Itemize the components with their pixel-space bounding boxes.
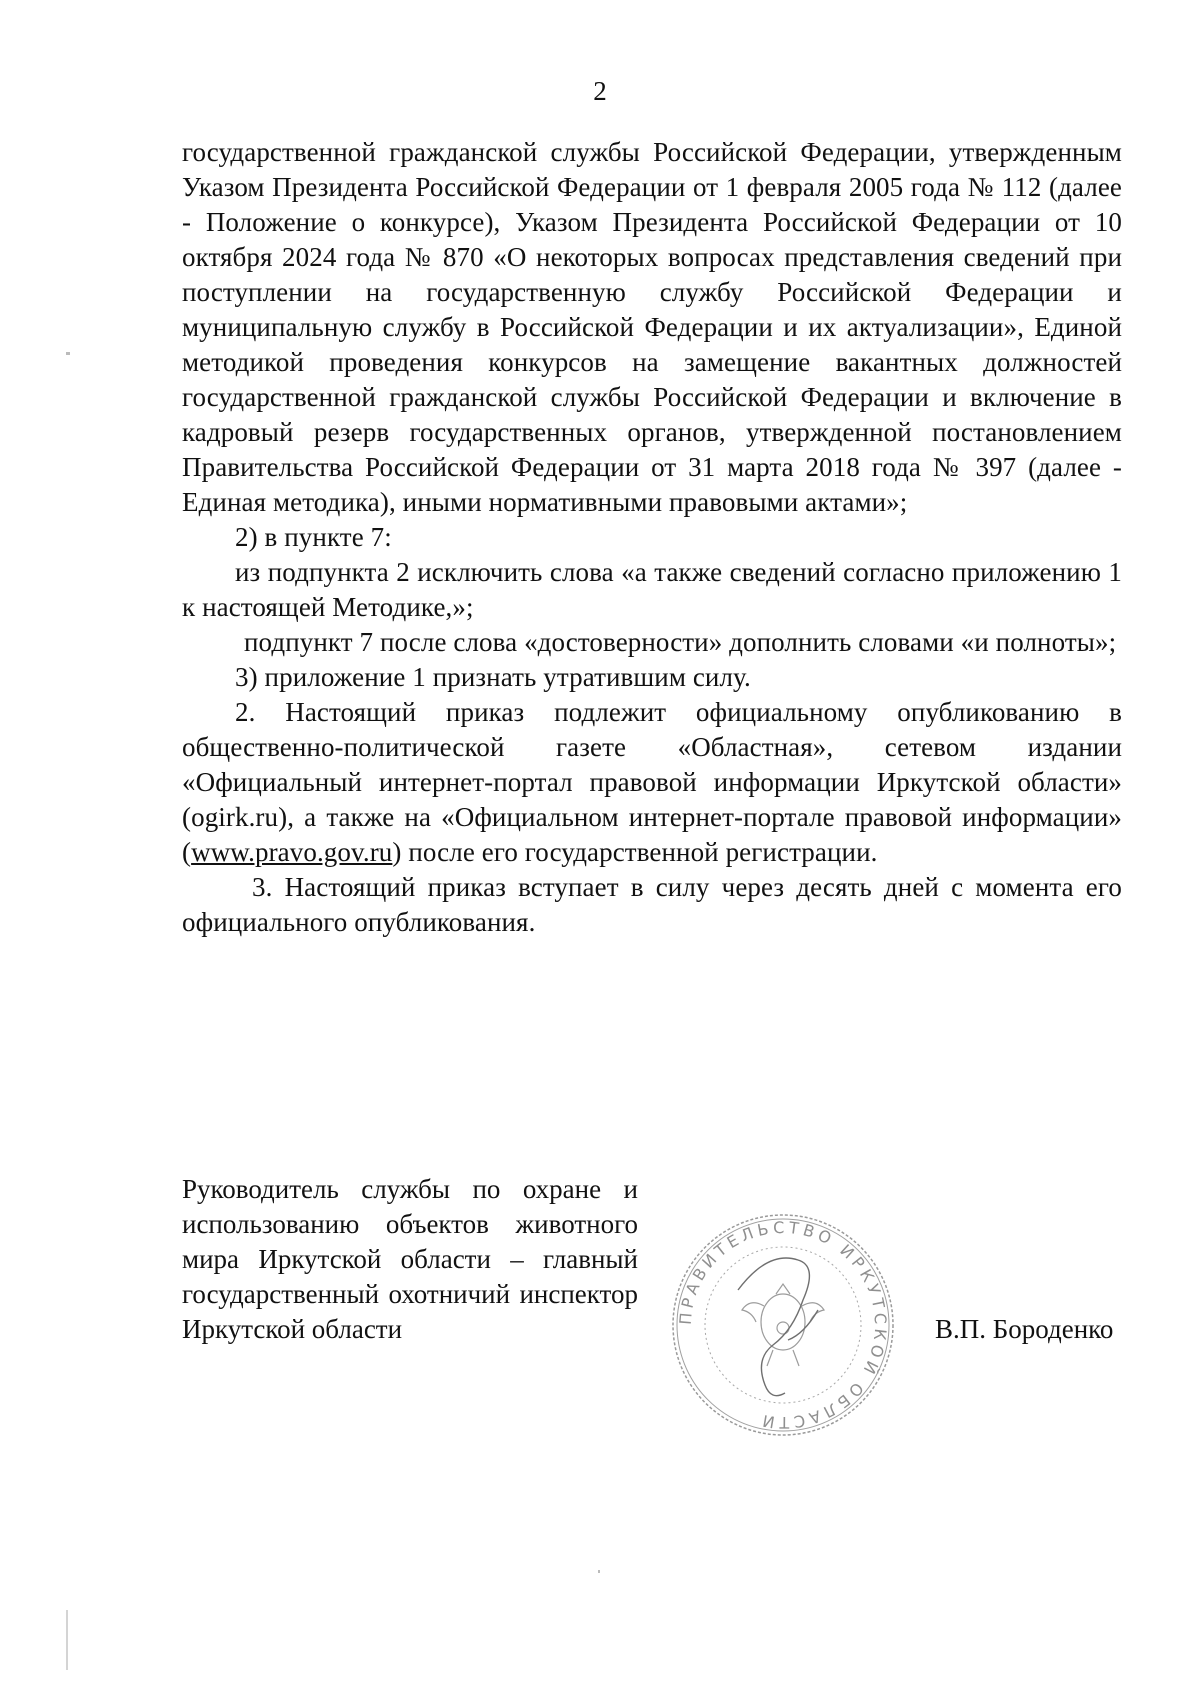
publication-text-after: ) после его государственной регистрации. [392,837,878,867]
scan-speck [66,352,70,355]
paragraph-item-3: 3) приложение 1 признать утратившим силу. [235,662,751,692]
page-number: 2 [593,76,607,106]
paragraph-item-2: 2) в пункте 7: [235,522,392,552]
document-body [182,135,1122,940]
paragraph-subitem-7: подпункт 7 после слова «достоверности» дополнить словами «и полноты»; [244,627,1117,657]
official-seal-icon [668,1210,898,1440]
scan-edge-mark [66,1610,68,1670]
signatory-title: Руководитель службы по охране и использованию объектов животного мира Иркутской области – главный государственный охотничий инспектор Иркутской области [182,1174,638,1344]
seal-ring-text: ПРАВИТЕЛЬСТВО ИРКУТСКОЙ ОБЛАСТИ [675,1217,891,1433]
paragraph-effective-date: 3. Настоящий приказ вступает в силу через десять дней с момента его официального опубликования. [182,872,1122,937]
scan-speck [598,1570,600,1573]
publication-text-before: 2. Настоящий приказ подлежит официальному опубликованию в общественно-политической газете «Областная», сетевом издании «Официальный интернет-портал правовой информации Иркутской области» (ogirk.ru), а также на «Официальном интернет-портале правовой информации» ( [182,697,1122,867]
paragraph-subitem-2: из подпункта 2 исключить слова «а также сведений согласно приложению 1 к настоящей Методике,»; [182,557,1122,622]
signatory-name: В.П. Бороденко [935,1314,1114,1344]
paragraph-continuation: государственной гражданской службы Российской Федерации, утвержденным Указом Президента Российской Федерации от 1 февраля 2005 года № 112 (далее - Положение о конкурсе), Указом Президента Российской Федерации от 10 октября 2024 года № 870 «О некоторых вопросах представления сведений при поступлении на государственную службу Российской Федерации и муниципальную службу в Российской Федерации и их актуализации», Единой методикой проведения конкурсов на замещение вакантных должностей государственной гражданской службы Российской Федерации и включение в кадровый резерв государственных органов, утвержденной постановлением Правительства Российской Федерации от 31 марта 2018 года № 397 (далее - Единая методика), иными нормативными правовыми актами»; [182,137,1122,517]
pravo-link[interactable]: www.pravo.gov.ru [191,837,393,867]
paragraph-publication [182,695,1122,870]
